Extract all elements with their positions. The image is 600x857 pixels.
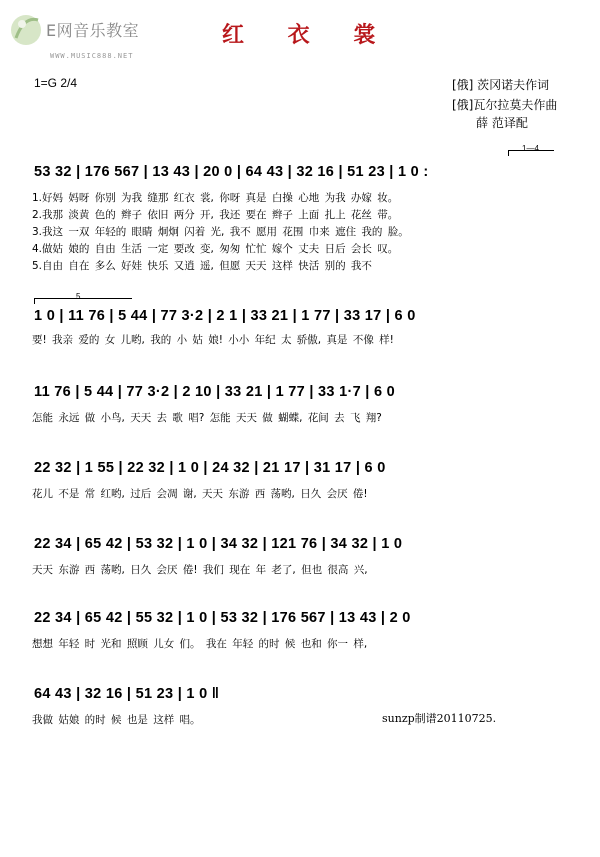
transcriber-signature: sunzp制谱20110725. [382, 712, 497, 725]
lyrics-row-2: 要! 我亲 爱的 女 儿哟, 我的 小 姑 娘! 小小 年纪 太 骄傲, 真是 不像 样! [32, 334, 394, 346]
lyrics-verse-1: 1.好妈 妈呀 你别 为我 缝那 红衣 裳, 你呀 真是 白操 心地 为我 办嫁 妆。 [32, 192, 399, 204]
song-title: 红 衣 裳 [222, 22, 394, 48]
lyrics-row-5: 天天 东游 西 荡哟, 日久 会厌 倦! 我们 现在 年 老了, 但也 很高 兴, [32, 564, 368, 576]
notation-row-4: 22 32 | 1 55 | 22 32 | 1 0 | 24 32 | 21 17 | 31 17 | 6 0 [34, 460, 386, 476]
lyrics-row-3: 怎能 永远 做 小鸟, 天天 去 歌 唱? 怎能 天天 做 蝴蝶, 花间 去 飞 翔? [32, 412, 382, 424]
notation-row-3: 11 76 | 5 44 | 77 3·2 | 2 10 | 33 21 | 1 77 | 33 1·7 | 6 0 [34, 384, 396, 400]
first-ending-label: 1—4 [522, 144, 539, 153]
notation-row-6: 22 34 | 65 42 | 55 32 | 1 0 | 53 32 | 176 567 | 13 43 | 2 0 [34, 610, 411, 626]
notation-row-7: 64 43 | 32 16 | 51 23 | 1 0 ‖ [34, 686, 220, 702]
lyrics-row-6: 想想 年轻 时 光和 照顾 儿女 们。 我在 年轻 的时 候 也和 你一 样, [32, 638, 368, 650]
lyrics-verse-4: 4.做姑 娘的 自由 生活 一定 要改 变, 匆匆 忙忙 嫁个 丈夫 日后 会长 叹。 [32, 243, 399, 255]
first-ending-tick [508, 150, 509, 156]
lyrics-row-4: 花儿 不是 常 红哟, 过后 会凋 谢, 天天 东游 西 荡哟, 日久 会厌 倦! [32, 488, 368, 500]
lyrics-verse-5: 5.自由 自在 多么 好娃 快乐 又逍 遥, 但愿 天天 这样 快活 别的 我不 [32, 260, 372, 272]
logo-icon [8, 10, 48, 50]
logo-url: WWW.MUSIC888.NET [50, 52, 134, 60]
logo-name: E网音乐教室 [46, 21, 140, 40]
composer-credit: [俄]瓦尔拉莫夫作曲 [452, 98, 558, 112]
lyrics-row-7: 我做 姑娘 的时 候 也是 这样 唱。 [32, 714, 201, 726]
key-signature: 1=G 2/4 [34, 76, 78, 90]
lyricist-credit: [俄] 茨冈诺夫作词 [452, 78, 550, 92]
notation-row-5: 22 34 | 65 42 | 53 32 | 1 0 | 34 32 | 121 76 | 34 32 | 1 0 [34, 536, 403, 552]
notation-row-2: 1 0 | 11 76 | 5 44 | 77 3·2 | 2 1 | 33 21 | 1 77 | 33 17 | 6 0 [34, 308, 416, 324]
second-ending-tick [34, 298, 35, 304]
translator-credit: 薛 范译配 [476, 116, 528, 130]
notation-row-1: 53 32 | 176 567 | 13 43 | 20 0 | 64 43 | 32 16 | 51 23 | 1 0 : [34, 164, 429, 180]
second-ending-bracket [34, 298, 132, 299]
second-ending-label: 5 [76, 292, 81, 301]
lyrics-verse-3: 3.我这 一双 年轻的 眼睛 炯炯 闪着 光, 我不 愿用 花围 巾来 遮住 我的 脸。 [32, 226, 409, 238]
site-logo [8, 10, 158, 70]
lyrics-verse-2: 2.我那 淡黄 色的 辫子 依旧 两分 开, 我还 要在 辫子 上面 扎上 花丝 带。 [32, 209, 399, 221]
